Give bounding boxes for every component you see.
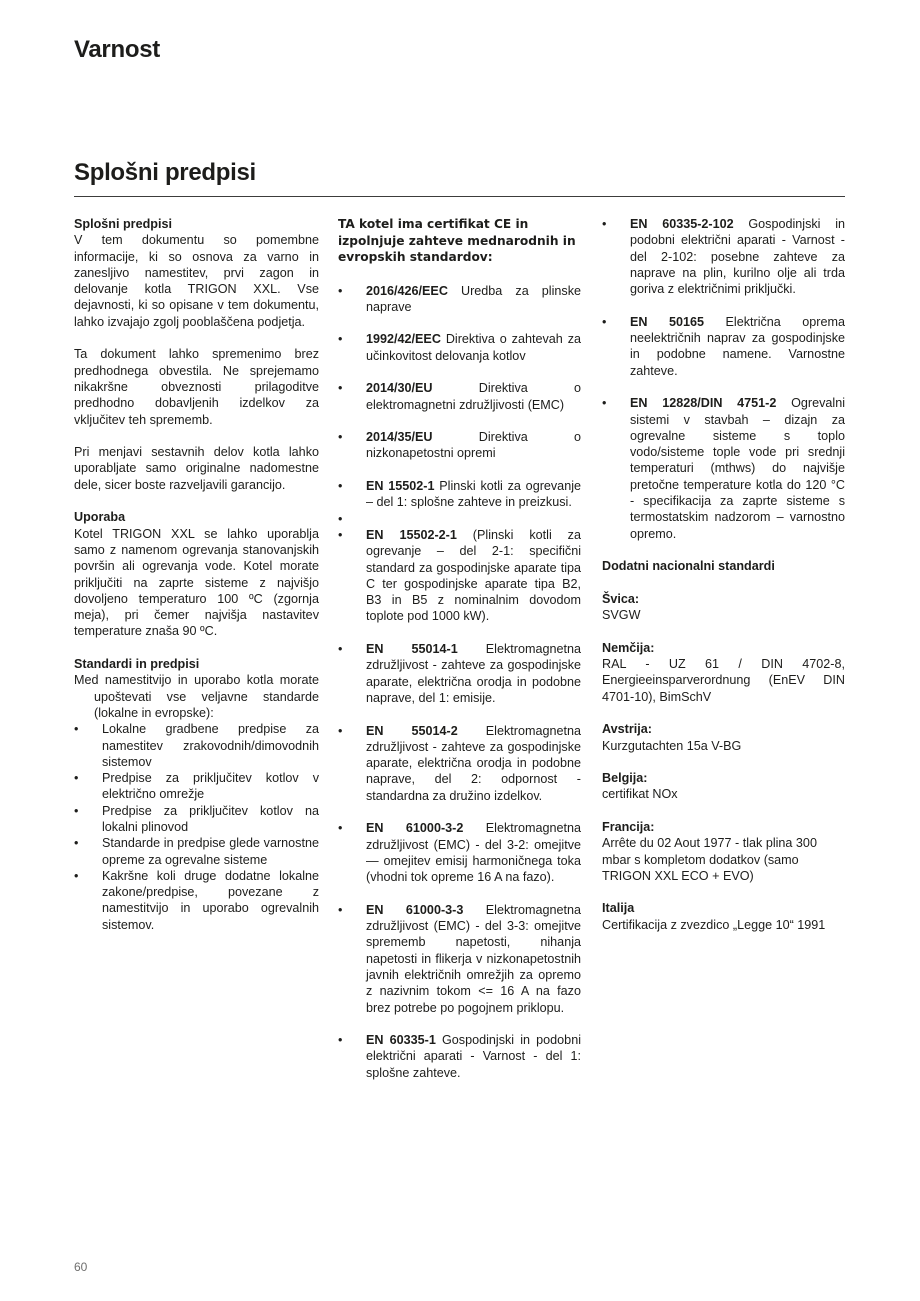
country-label: Italija bbox=[602, 901, 635, 916]
standard-item bbox=[338, 429, 581, 462]
list-item: • Kakršne koli druge dodatne lokalne zakone/predpise, povezane z namestitvijo in uporabo ogrevalnih sistemov. bbox=[74, 868, 319, 933]
standards-intro: Med namestitvijo in uporabo kotla morate upoštevati vse veljavne standarde (lokalne in evropske): bbox=[74, 673, 319, 720]
standard-text: Direktiva o nizkonapetostni opremi bbox=[366, 430, 581, 461]
standard-code: EN 61000-3-2 bbox=[366, 821, 464, 836]
standard-item bbox=[602, 216, 845, 297]
country-label: Švica: bbox=[602, 591, 640, 606]
standard-text: Plinski kotli za ogrevanje – del 1: splošne zahteve in preizkusi. bbox=[366, 479, 581, 510]
page-title: Varnost bbox=[74, 36, 160, 63]
standard-text: Ogrevalni sistemi v stavbah – dizajn za ogrevalne sisteme s toplo vodo/sisteme tople vode pri srednji temperaturi (mthws) do najvišje pretočne temperature kotla do 120 °C - specifikacija za zaprte sisteme s termostatskim nadzorom – varnostno opremo. bbox=[630, 396, 845, 541]
section-title: Splošni predpisi bbox=[74, 159, 256, 186]
standard-code: EN 55014-1 bbox=[366, 642, 458, 657]
standard-code: EN 50165 bbox=[630, 314, 705, 329]
standard-item bbox=[602, 395, 845, 542]
standard-text: Gospodinjski in podobni električni aparati - Varnost - del 1: splošne zahteve. bbox=[366, 1033, 581, 1080]
standard-text: Direktiva o zahtevah za učinkovitost delovanja kotlov bbox=[366, 332, 581, 363]
country-standards: Arrête du 02 Aout 1977 - tlak plina 300 mbar s kompletom dodatkov (samo TRIGON XXL ECO + EVO) bbox=[602, 836, 817, 883]
country-label: Avstrija: bbox=[602, 722, 652, 737]
regulations-list bbox=[74, 721, 319, 933]
standard-code: 2016/426/EEC bbox=[366, 283, 448, 298]
usage-heading: Uporaba bbox=[74, 510, 126, 525]
standard-item bbox=[338, 641, 581, 706]
standard-item bbox=[338, 902, 581, 1016]
standard-item bbox=[602, 314, 845, 379]
standard-text: Elektromagnetna združljivost - zahteve za gospodinjske aparate, električna orodja in podobne naprave, del 2: odpornost - standardna za družino izdelkov. bbox=[366, 723, 581, 803]
general-heading: Splošni predpisi bbox=[74, 217, 172, 231]
standard-item bbox=[338, 820, 581, 885]
usage-paragraph: Kotel TRIGON XXL se lahko uporablja samo z namenom ogrevanja stanovanjskih površin ali ogrevanja vode. Kotel morate priključiti na zaprte sisteme z najvišjo dovoljeno temperaturo 100 ºC (zgornja meja), pri čemer najvišja nastavitev temperature znaša 90 ºC. bbox=[74, 526, 319, 639]
country-label: Belgija: bbox=[602, 771, 648, 786]
standard-item bbox=[338, 283, 581, 316]
standard-item bbox=[338, 380, 581, 413]
standard-item-empty bbox=[338, 511, 581, 527]
national-standards-heading: Dodatni nacionalni standardi bbox=[602, 559, 775, 574]
standard-code: 2014/35/EU bbox=[366, 430, 433, 445]
country-standards: Kurzgutachten 15a V-BG bbox=[602, 738, 742, 753]
more-standards-list bbox=[602, 216, 845, 542]
standard-text: Elektromagnetna združljivost (EMC) - del 3-3: omejitve sprememb napetosti, nihanja napetosti in flikerja v nizkonapetostnih javnih električnih omrežjih za opremo z nazivnim tokom <= 16 A na fazo brez potrebe po pogojnem priklopu. bbox=[366, 902, 581, 1015]
general-paragraph-1: V tem dokumentu so pomembne informacije, ki so osnova za varno in zanesljivo namestitev, prvi zagon in delovanje kotla TRIGON XXL. Vse dejavnosti, ki so opisane v tem dokumentu, lahko izvajajo zgolj pooblaščena podjetja. bbox=[74, 233, 319, 329]
page-number: 60 bbox=[74, 1260, 88, 1274]
section-divider bbox=[74, 196, 845, 197]
general-paragraph-2: Ta dokument lahko spremenimo brez predhodnega obvestila. Ne sprejemamo nikakršne obveznosti prilagoditve predhodno dobavljenih izdelkov za vključitev teh sprememb. bbox=[74, 347, 319, 427]
standard-item bbox=[338, 478, 581, 511]
general-paragraph-3: Pri menjavi sestavnih delov kotla lahko uporabljate samo originalne nadomestne dele, sicer boste razveljavili garancijo. bbox=[74, 445, 319, 492]
country-standards: RAL - UZ 61 / DIN 4702-8, Energieeinsparverordnung (EnEV DIN 4701-10), BimSchV bbox=[602, 657, 845, 704]
standard-code: EN 55014-2 bbox=[366, 723, 458, 738]
standard-item bbox=[338, 331, 581, 364]
standard-text: Elektromagnetna združljivost (EMC) - del 3-2: omejitve — omejitev emisij harmoničnega toka (vhodni tok opreme 16 A na fazo). bbox=[366, 821, 581, 885]
standard-item bbox=[338, 1032, 581, 1081]
column-ce-standards bbox=[338, 216, 581, 1097]
list-item: • Lokalne gradbene predpise za namestitev zrakovodnih/dimovodnih sistemov bbox=[74, 721, 319, 770]
standard-item bbox=[338, 527, 581, 625]
list-item: • Predpise za priključitev kotlov na lokalni plinovod bbox=[74, 803, 319, 836]
standard-text: Direktiva o elektromagnetni združljivosti (EMC) bbox=[366, 381, 581, 412]
ce-intro: TA kotel ima certifikat CE in izpolnjuje zahteve mednarodnih in evropskih standardov: bbox=[338, 217, 576, 264]
standard-code: EN 12828/DIN 4751-2 bbox=[630, 396, 777, 411]
standard-text: Gospodinjski in podobni električni aparati - Varnost - del 2-102: posebne zahteve za naprave na plin, kurilno olje ali trda goriva z električnimi priključki. bbox=[630, 217, 846, 297]
country-standards: certifikat NOx bbox=[602, 787, 678, 802]
country-label: Francija: bbox=[602, 819, 655, 834]
country-label: Nemčija: bbox=[602, 640, 655, 655]
standard-text: Električna oprema neelektričnih naprav za gospodinjske in podobne namene. Varnostne zahteve. bbox=[630, 314, 845, 378]
country-standards: SVGW bbox=[602, 608, 641, 623]
column-general bbox=[74, 216, 319, 933]
standard-code: 1992/42/EEC bbox=[366, 332, 441, 347]
column-national-standards bbox=[602, 216, 845, 933]
standard-code: EN 60335-2-102 bbox=[630, 217, 734, 231]
standard-text: (Plinski kotli za ogrevanje – del 2-1: specifični standard za gospodinjske aparate tipa C ter gospodinjske aparate tipa B2, B3 in B5 z nominalnim dovodom toplote pod 1000 kW). bbox=[366, 527, 581, 624]
standard-code: EN 15502-2-1 bbox=[366, 527, 457, 542]
standard-text: Elektromagnetna združljivost - zahteve za gospodinjske aparate, električna orodja in podobne naprave, del 1: emisije. bbox=[366, 642, 581, 705]
standard-text: Uredba za plinske naprave bbox=[366, 283, 581, 314]
standards-heading: Standardi in predpisi bbox=[74, 657, 200, 672]
standard-code: EN 61000-3-3 bbox=[366, 902, 464, 917]
ce-standards-list bbox=[338, 283, 581, 1082]
standard-item bbox=[338, 723, 581, 804]
country-standards: Certifikacija z zvezdico „Legge 10“ 1991 bbox=[602, 917, 826, 932]
standard-code: EN 15502-1 bbox=[366, 479, 435, 494]
standard-code: EN 60335-1 bbox=[366, 1033, 436, 1048]
list-item: • Standarde in predpise glede varnostne opreme za ogrevalne sisteme bbox=[74, 835, 319, 868]
list-item: • Predpise za priključitev kotlov v električno omrežje bbox=[74, 770, 319, 803]
standard-code: 2014/30/EU bbox=[366, 381, 433, 396]
